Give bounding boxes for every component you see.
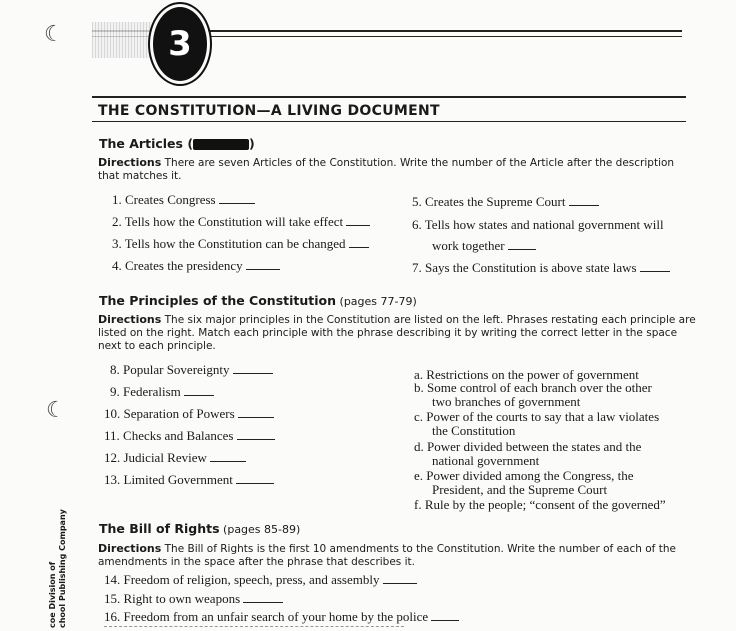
bill-item-15: 15. Right to own weapons xyxy=(104,591,283,607)
publisher-credit: coe Division of chool Publishing Company xyxy=(48,509,67,628)
phrase-c: c. Power of the courts to say that a law violates xyxy=(414,409,660,424)
phrase-b: b. Some control of each branch over the other xyxy=(414,380,652,395)
cut-off-line xyxy=(104,626,404,631)
principle-item-13: 13. Limited Government xyxy=(104,472,274,488)
phrase-b-cont: two branches of government xyxy=(432,394,581,409)
page-title: THE CONSTITUTION—A LIVING DOCUMENT xyxy=(98,103,440,119)
article-item-6-cont: work together xyxy=(432,238,536,254)
article-item-4: 4. Creates the presidency xyxy=(112,258,280,274)
answer-blank[interactable] xyxy=(383,573,417,584)
principles-directions: Directions The six major principles in the Constitution are listed on the left. Phrases restating each principle are listed on the right. Match each principle with the phrase describing it by writing the correct letter in the space next to each principle. xyxy=(98,313,696,352)
article-item-7: 7. Says the Constitution is above state laws xyxy=(412,260,670,276)
answer-blank[interactable] xyxy=(243,592,283,603)
answer-blank[interactable] xyxy=(246,259,280,270)
phrase-e-cont: President, and the Supreme Court xyxy=(432,482,608,497)
chapter-number: 3 xyxy=(168,24,192,64)
article-item-2: 2. Tells how the Constitution will take effect xyxy=(112,214,370,230)
principle-item-9: 9. Federalism xyxy=(110,384,214,400)
article-item-6: 6. Tells how states and national government will xyxy=(412,217,664,232)
phrase-a: a. Restrictions on the power of government xyxy=(414,367,639,382)
answer-blank[interactable] xyxy=(184,385,214,396)
principle-item-12: 12. Judicial Review xyxy=(104,450,246,466)
answer-blank[interactable] xyxy=(431,610,459,621)
answer-blank[interactable] xyxy=(219,193,255,204)
articles-directions: Directions There are seven Articles of the Constitution. Write the number of the Article after the description that matches it. xyxy=(98,156,675,182)
answer-blank[interactable] xyxy=(233,363,273,374)
article-item-3: 3. Tells how the Constitution can be changed xyxy=(112,236,369,252)
binder-hole-middle: ☾ xyxy=(46,398,66,423)
bill-directions: Directions The Bill of Rights is the first 10 amendments to the Constitution. Write the number of each of the amendments in the space after the phrase that describes it. xyxy=(98,542,676,568)
chapter-badge xyxy=(150,4,210,84)
answer-blank[interactable] xyxy=(640,261,670,272)
answer-blank[interactable] xyxy=(238,407,274,418)
article-item-1: 1. Creates Congress xyxy=(112,192,255,208)
phrase-d: d. Power divided between the states and the xyxy=(414,439,642,454)
article-item-5: 5. Creates the Supreme Court xyxy=(412,194,599,210)
answer-blank[interactable] xyxy=(237,429,275,440)
principle-item-8: 8. Popular Sovereignty xyxy=(110,362,273,378)
answer-blank[interactable] xyxy=(569,195,599,206)
answer-blank[interactable] xyxy=(210,451,246,462)
articles-heading: The Articles ( ) xyxy=(99,136,255,151)
principle-item-10: 10. Separation of Powers xyxy=(104,406,274,422)
answer-blank[interactable] xyxy=(236,473,274,484)
bill-item-14: 14. Freedom of religion, speech, press, and assembly xyxy=(104,572,417,588)
answer-blank[interactable] xyxy=(508,239,536,250)
binder-hole-top: ☾ xyxy=(44,22,64,47)
bill-heading: The Bill of Rights (pages 85-89) xyxy=(99,521,301,536)
phrase-f: f. Rule by the people; “consent of the governed” xyxy=(414,497,666,512)
redaction-mark xyxy=(193,139,249,150)
principles-heading: The Principles of the Constitution (pages 77-79) xyxy=(99,293,417,308)
bill-item-16: 16. Freedom from an unfair search of your home by the police xyxy=(104,609,459,625)
phrase-e: e. Power divided among the Congress, the xyxy=(414,468,634,483)
answer-blank[interactable] xyxy=(349,237,369,248)
principle-item-11: 11. Checks and Balances xyxy=(104,428,275,444)
phrase-c-cont: the Constitution xyxy=(432,423,516,438)
phrase-d-cont: national government xyxy=(432,453,540,468)
answer-blank[interactable] xyxy=(346,215,370,226)
